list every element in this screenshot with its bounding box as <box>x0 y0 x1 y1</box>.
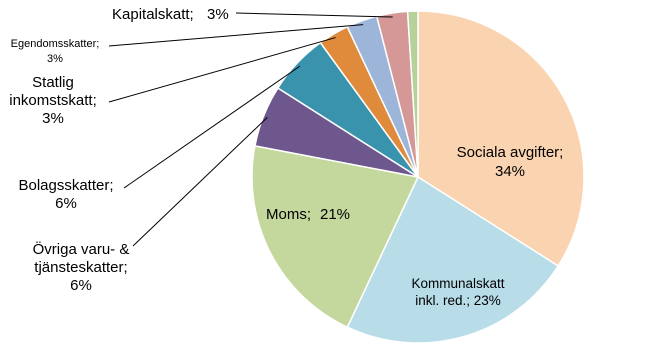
label-kommunalskatt-line2: inkl. red.; 23% <box>415 293 501 308</box>
label-egendomsskatter: Egendomsskatter; <box>10 38 100 50</box>
leader-line-7 <box>236 13 393 17</box>
label-sociala-avgifter: Sociala avgifter; <box>456 144 564 161</box>
label-moms-group <box>266 206 350 223</box>
label-moms: Moms; <box>266 206 311 223</box>
label-statlig-inkomstskatt-line2: inkomstskatt; <box>9 92 97 109</box>
label-kapitalskatt: Kapitalskatt; <box>112 6 194 23</box>
value-egendomsskatter: 3% <box>47 53 63 65</box>
value-sociala-avgifter: 34% <box>494 163 526 180</box>
value-ovriga-varu: 6% <box>70 277 92 294</box>
label-bolagsskatter: Bolagsskatter; <box>18 177 114 194</box>
value-statlig-inkomstskatt: 3% <box>42 110 64 127</box>
label-kapitalskatt-group <box>112 6 229 23</box>
value-moms: 21% <box>320 206 351 223</box>
label-ovriga-varu-line2: tjänsteskatter; <box>34 259 128 276</box>
leader-line-3 <box>133 117 267 246</box>
value-kapitalskatt: 3% <box>207 6 229 23</box>
value-bolagsskatter: 6% <box>55 195 77 212</box>
label-ovriga-varu: Övriga varu- & <box>32 241 130 258</box>
label-statlig-inkomstskatt: Statlig <box>32 74 74 91</box>
label-kommunalskatt: Kommunalskatt <box>411 276 505 291</box>
